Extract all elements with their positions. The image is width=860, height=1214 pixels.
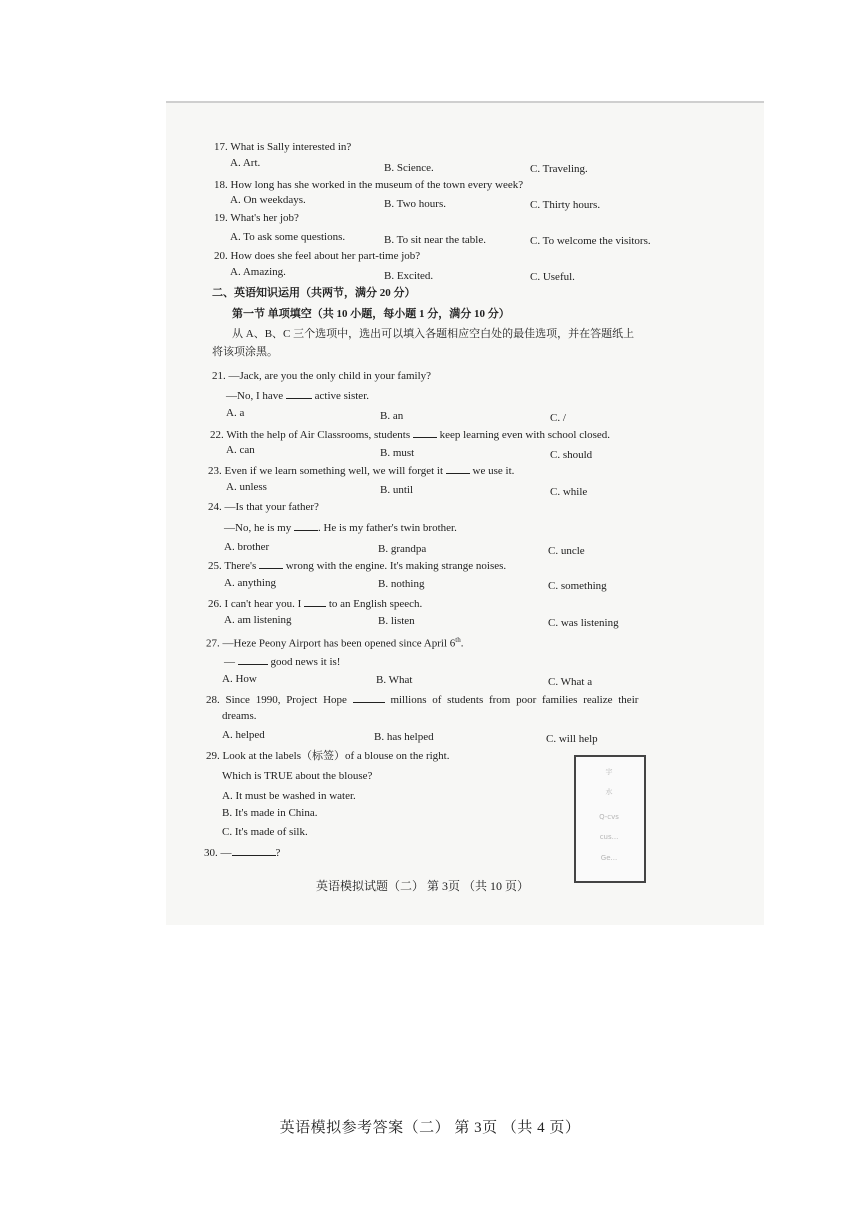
q19-option-a: A. To ask some questions.	[230, 231, 346, 243]
part-two-title: 二、英语知识运用（共两节，满分 20 分）	[212, 287, 416, 299]
q23-option-a: A. unless	[226, 481, 267, 493]
q24-line-2: —No, he is my . He is my father's twin brother.	[224, 522, 457, 534]
q23-option-b: B. until	[380, 484, 414, 496]
q18-option-c: C. Thirty hours.	[530, 199, 601, 211]
q28-line-1: 28. Since 1990, Project Hope millions of students from poor families realize their	[206, 694, 639, 706]
label-tag: Ge...	[600, 854, 618, 862]
q27-option-b: B. What	[376, 674, 413, 686]
q23-stem: 23. Even if we learn something well, we will forget it we use it.	[208, 465, 515, 477]
instructions-line-2: 将该项涂黑。	[212, 346, 278, 358]
q25-stem: 25. There's wrong with the engine. It's making strange noises.	[208, 560, 507, 572]
q29-line-1: 29. Look at the labels（标签）of a blouse on the right.	[206, 750, 450, 762]
q26-stem: 26. I can't hear you. I to an English speech.	[208, 598, 423, 610]
q25-option-a: A. anything	[224, 577, 276, 589]
answer-key-footer: 英语模拟参考答案（二） 第 3页 （共 4 页）	[279, 1120, 581, 1136]
q29-line-2: Which is TRUE about the blouse?	[222, 770, 373, 782]
q22-option-b: B. must	[380, 447, 415, 459]
q22-option-a: A. can	[226, 444, 255, 456]
q28-option-c: C. will help	[546, 733, 598, 745]
label-tag: 水	[605, 788, 613, 796]
scan-page-footer: 英语模拟试题（二） 第 3页 （共 10 页）	[316, 879, 530, 893]
q20-option-a: A. Amazing.	[230, 266, 286, 278]
q28-option-a: A. helped	[222, 729, 265, 741]
q21-line-1: 21. —Jack, are you the only child in your family?	[212, 370, 432, 382]
q19-stem: 19. What's her job?	[214, 212, 299, 224]
q24-option-a: A. brother	[224, 541, 270, 553]
q17-stem: 17. What is Sally interested in?	[214, 141, 352, 153]
q17-option-c: C. Traveling.	[530, 163, 588, 175]
instructions-line-1: 从 A、B、C 三个选项中，选出可以填入各题相应空白处的最佳选项，并在答题纸上	[232, 328, 635, 340]
q30-stem: 30. — ?	[204, 847, 281, 859]
q27-line-1: 27. —Heze Peony Airport has been opened since April 6th.	[206, 636, 464, 650]
q21-line-2: —No, I have active sister.	[226, 390, 369, 402]
q25-option-b: B. nothing	[378, 578, 425, 590]
q18-stem: 18. How long has she worked in the museum of the town every week?	[214, 179, 524, 191]
q29-option-c: C. It's made of silk.	[222, 826, 308, 838]
q24-line-1: 24. —Is that your father?	[208, 501, 319, 513]
q22-option-c: C. should	[550, 449, 593, 461]
q29-option-b: B. It's made in China.	[222, 807, 318, 819]
q21-option-c: C. /	[550, 412, 566, 424]
q23-option-c: C. while	[550, 486, 588, 498]
q28-option-b: B. has helped	[374, 731, 434, 743]
q22-stem: 22. With the help of Air Classrooms, students keep learning even with school closed.	[210, 429, 611, 441]
q20-option-b: B. Excited.	[384, 270, 434, 282]
q27-option-a: A. How	[222, 673, 257, 685]
q26-option-b: B. listen	[378, 615, 415, 627]
q21-option-b: B. an	[380, 410, 404, 422]
q24-option-b: B. grandpa	[378, 543, 427, 555]
q26-option-a: A. am listening	[224, 614, 292, 626]
blouse-label-image	[574, 755, 646, 883]
q25-option-c: C. something	[548, 580, 607, 592]
q18-option-b: B. Two hours.	[384, 198, 446, 210]
label-tag: Q-cvs	[599, 813, 619, 821]
q24-option-c: C. uncle	[548, 545, 585, 557]
q27-line-2: — good news it is!	[224, 656, 341, 668]
q21-option-a: A. a	[226, 407, 245, 419]
q29-option-a: A. It must be washed in water.	[222, 790, 356, 802]
label-tag: cus...	[599, 833, 619, 841]
q20-stem: 20. How does she feel about her part-time job?	[214, 250, 421, 262]
q18-option-a: A. On weekdays.	[230, 194, 306, 206]
q20-option-c: C. Useful.	[530, 271, 575, 283]
q19-option-b: B. To sit near the table.	[384, 234, 486, 246]
q27-option-c: C. What a	[548, 676, 593, 688]
section-one-title: 第一节 单项填空（共 10 小题，每小题 1 分，满分 10 分）	[232, 308, 510, 320]
q19-option-c: C. To welcome the visitors.	[530, 235, 651, 247]
q17-option-b: B. Science.	[384, 162, 434, 174]
label-tag: 宇	[605, 768, 613, 776]
q26-option-c: C. was listening	[548, 617, 619, 629]
q28-line-2: dreams.	[222, 710, 257, 722]
q17-option-a: A. Art.	[230, 157, 261, 169]
